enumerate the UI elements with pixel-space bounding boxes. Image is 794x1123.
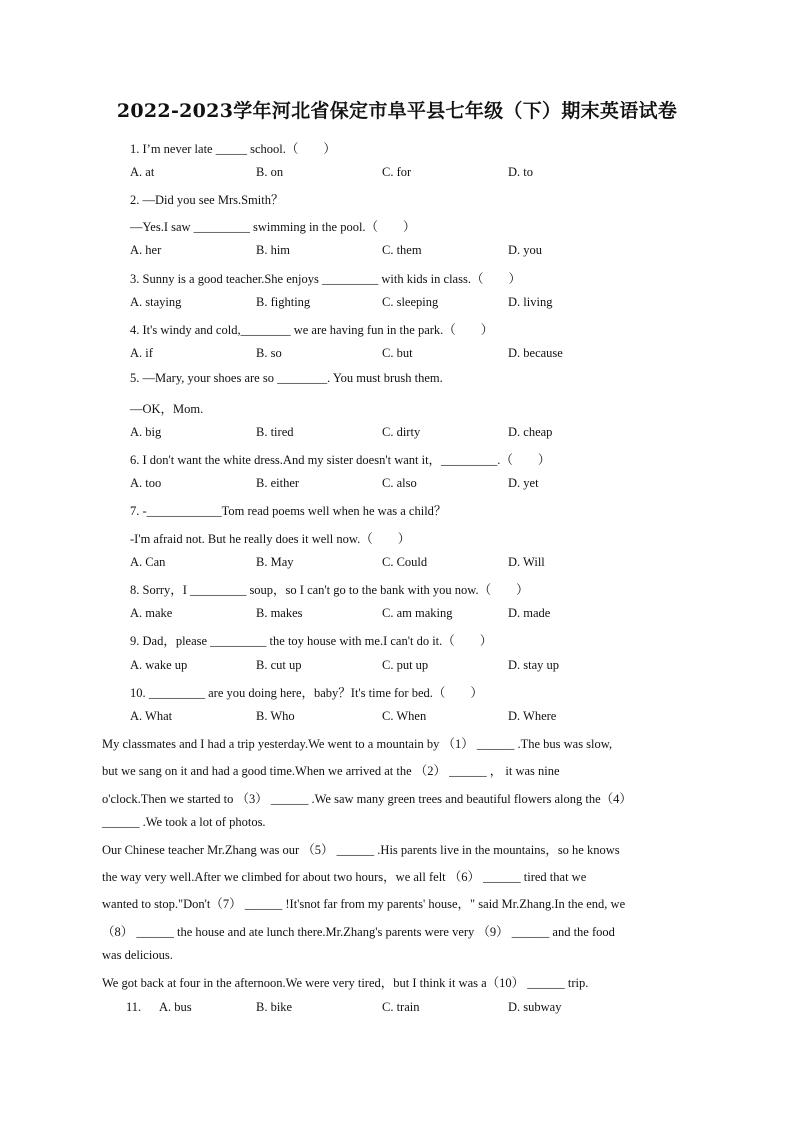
question-7-option-c: C. Could [382,555,428,569]
question-3-option-a: A. staying [130,295,182,309]
question-5-option-b: B. tired [256,425,294,439]
page-title: 2022-2023学年河北省保定市阜平县七年级（下）期末英语试卷 [116,100,678,122]
question-11-option-c: C. train [382,1000,420,1014]
question-7-reply: -I'm afraid not. But he really does it well now.（ ） [130,532,411,546]
question-8-option-d: D. made [508,606,551,620]
question-10-option-b: B. Who [256,709,295,723]
question-11-option-a: A. bus [159,1000,192,1014]
question-2-option-b: B. him [256,243,291,257]
passage-line-6: the way very well.After we climbed for about two hours，we all felt （6） ______ tired that we [102,870,587,884]
passage-line-5: Our Chinese teacher Mr.Zhang was our （5） ______ .His parents live in the mountains，so he knows [102,843,620,857]
question-4-option-c: C. but [382,346,413,360]
passage-line-2: but we sang on it and had a good time.When we arrived at the （2） ______ ， it was nine [102,764,560,778]
passage-line-7: wanted to stop."Don't（7） ______ !It'snot far from my parents' house，" said Mr.Zhang.In the end, we [102,897,626,911]
question-8-option-c: C. am making [382,606,453,620]
question-6-option-c: C. also [382,476,417,490]
passage-line-8: （8） ______ the house and ate lunch there.Mr.Zhang's parents were very （9） ______ and the food [102,925,615,939]
question-11-option-b: B. bike [256,1000,293,1014]
question-8-option-a: A. make [130,606,173,620]
passage-line-1: My classmates and I had a trip yesterday.We went to a mountain by （1） ______ .The bus was slow, [102,737,613,751]
question-1-option-a: A. at [130,165,155,179]
question-7-option-b: B. May [256,555,294,569]
question-10-stem: 10. _________ are you doing here，baby？It's time for bed.（ ） [130,686,483,700]
passage-line-9: was delicious. [102,948,173,962]
question-11-option-d: D. subway [508,1000,562,1014]
question-9-stem: 9. Dad，please _________ the toy house with me.I can't do it.（ ） [130,634,493,648]
question-8-stem: 8. Sorry，I _________ soup，so I can't go to the bank with you now.（ ） [130,583,529,597]
question-4-option-d: D. because [508,346,563,360]
question-10-option-d: D. Where [508,709,557,723]
question-2-option-a: A. her [130,243,162,257]
question-2-option-c: C. them [382,243,422,257]
question-10-option-c: C. When [382,709,427,723]
question-5-option-c: C. dirty [382,425,421,439]
question-3-option-d: D. living [508,295,553,309]
question-6-stem: 6. I don't want the white dress.And my sister doesn't want it，_________.（ ） [130,453,551,467]
question-9-option-d: D. stay up [508,658,560,672]
question-9-option-c: C. put up [382,658,429,672]
question-3-option-b: B. fighting [256,295,311,309]
question-1-option-c: C. for [382,165,412,179]
passage-line-4: ______ .We took a lot of photos. [102,815,266,829]
question-9-option-b: B. cut up [256,658,302,672]
question-1-option-d: D. to [508,165,533,179]
question-1-stem: 1. I’m never late _____ school.（ ） [130,142,336,156]
question-4-option-b: B. so [256,346,282,360]
question-5-option-a: A. big [130,425,162,439]
question-2-reply: —Yes.I saw _________ swimming in the pool.（ ） [130,220,416,234]
question-3-option-c: C. sleeping [382,295,439,309]
passage-line-3: o'clock.Then we started to （3） ______ .We saw many green trees and beautiful flowers along the（4） [102,792,632,806]
question-8-option-b: B. makes [256,606,303,620]
passage-line-10: We got back at four in the afternoon.We were very tired，but I think it was a（10） ______ trip. [102,976,589,990]
question-2-stem: 2. —Did you see Mrs.Smith？ [130,193,284,207]
question-7-option-a: A. Can [130,555,166,569]
question-7-option-d: D. Will [508,555,545,569]
question-9-option-a: A. wake up [130,658,188,672]
question-1-option-b: B. on [256,165,284,179]
question-7-stem: 7. -____________Tom read poems well when he was a child？ [130,504,447,518]
question-3-stem: 3. Sunny is a good teacher.She enjoys _________ with kids in class.（ ） [130,272,521,286]
question-11-number: 11. [126,1000,142,1014]
question-4-option-a: A. if [130,346,153,360]
question-6-option-b: B. either [256,476,300,490]
question-6-option-d: D. yet [508,476,539,490]
question-10-option-a: A. What [130,709,173,723]
question-4-stem: 4. It's windy and cold,________ we are having fun in the park.（ ） [130,323,494,337]
question-5-reply: —OK，Mom. [130,402,204,416]
question-6-option-a: A. too [130,476,162,490]
question-5-stem: 5. —Mary, your shoes are so ________. You must brush them. [130,371,443,385]
question-2-option-d: D. you [508,243,543,257]
question-5-option-d: D. cheap [508,425,553,439]
